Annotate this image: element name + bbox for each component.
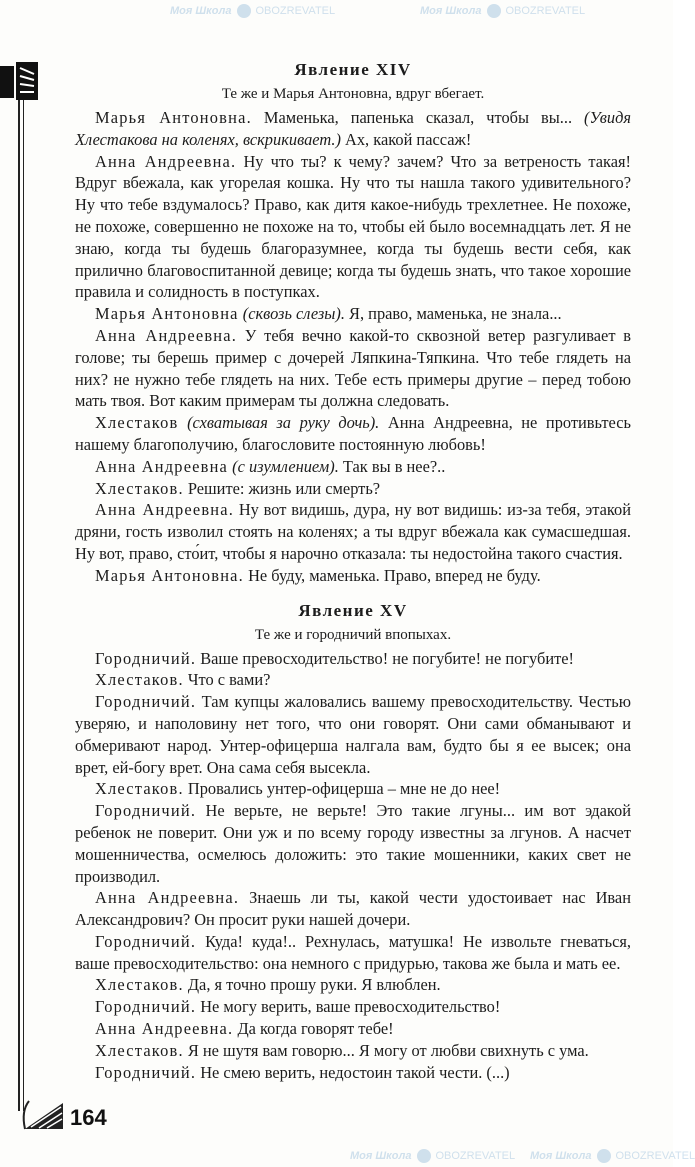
dialogue-paragraph [75,478,631,500]
speech-text: Ваше превосходительство! не погубите! не погубите! [196,648,575,668]
speaker-name: Хлестаков. [95,478,184,498]
speaker-name: Хлестаков. [95,1040,184,1060]
margin-rule-outer [18,88,20,1111]
speech-text: Ну вот видишь, дура, ну вот видишь: из-за тебя, этакой дряни, гость изволил стоять на коленях; а ты вдруг вбежала как сумасшедшая. Ну вот, право, сто́ит, чтобы я нарочно отказала: ты недостойна такого счастия. [75,500,631,563]
speaker-name: Хлестаков. [95,670,184,690]
scene-xiv [75,60,631,587]
watermark: Моя Школа OBOZREVATEL [420,4,586,17]
speech-text: Ну что ты? к чему? зачем? Что за ветреность такая! Вдруг вбежала, как угорелая кошка. Ну что ты нашла такого удивительного? Ну что тебе вздумалось? Право, как дитя какое-нибудь трехлетнее. Не похоже, не похоже, совершенно не похоже на то, чтобы ей было восемнадцать лет. Я не знаю, когда ты будешь благоразумнее, когда ты будешь вести себя, как прилично благовоспитанной девице; когда ты будешь знать, что такое хорошие правила и солидность в поступках. [75,151,631,302]
dialogue-paragraph [75,303,631,325]
dialogue-paragraph [75,499,631,564]
scene-subtitle: Те же и городничий впопыхах. [254,626,452,643]
speaker-name: Анна Андреевна. [95,151,237,171]
dialogue-paragraph [75,1018,631,1040]
stage-direction: (с изумлением). [228,456,339,476]
dialogue-paragraph [75,325,631,412]
dialogue-paragraph [75,107,631,151]
scene-xv [75,601,631,1084]
watermark: Моя Школа OBOZREVATEL [530,1150,695,1163]
speaker-name: Марья Антоновна. [95,108,252,127]
speaker-name: Хлестаков. [95,779,184,799]
dialogue-paragraph [75,151,631,304]
watermark: Моя Школа OBOZREVATEL [170,4,336,17]
speech-text: Провались унтер-офицерша – мне не до нее! [183,779,501,799]
speaker-name: Хлестаков [95,413,179,433]
speaker-name: Анна Андреевна [95,456,229,476]
speech-text: Не смею верить, недостоин такой чести. (...) [196,1062,510,1082]
dialogue-paragraph [75,931,631,975]
speaker-name: Городничий. [95,997,197,1017]
speech-text: Ах, какой пассаж! [340,129,472,149]
speaker-name: Анна Андреевна. [95,1019,234,1039]
speaker-name: Городничий. [95,931,197,951]
speech-text: Да, я точно прошу руки. Я влюблен. [183,975,441,995]
page-footer [70,1101,631,1131]
speaker-name: Городничий. [95,648,197,668]
speech-text: Так вы в нее?.. [338,456,446,476]
speech-text: Куда! куда!.. Рехнулась, матушка! Не извольте гневаться, ваше превосходительство: она немного с придурью, такова же была и мать ее. [75,931,631,973]
dialogue-paragraph [75,1040,631,1062]
speech-text: У тебя вечно какой-то сквозной ветер разгуливает в голове; ты берешь пример с дочерей Ляпкина-Тяпкина. Что тебе глядеть на них? не нужно тебе глядеть на них. Тебе есть примеры другие – перед тобою мать твоя. Вот каким примерам ты должна следовать. [75,325,631,411]
speech-text: Не верьте, не верьте! Это такие лгуны... им вот эдакой ребенок не поверит. Они уж и по всему городу известны за лгунов. А насчет мошенничества, осмелюсь доложить: это такие мошенники, каких свет не производил. [75,801,631,886]
page-number: 164 [70,1105,107,1131]
speech-text: Решите: жизнь или смерть? [183,478,381,498]
dialogue-paragraph [75,974,631,996]
speech-text: Что с вами? [183,670,271,690]
speech-text: Да когда говорят тебе! [233,1019,394,1039]
speaker-name: Хлестаков. [95,975,184,995]
speech-text: Я не шутя вам говорю... Я могу от любви свихнуть с ума. [183,1040,589,1060]
speech-text: Я, право, маменька, не знала... [344,304,562,324]
dialogue-paragraph [75,800,631,887]
ornament-top-icon [0,62,40,100]
speech-text: Маменька, папенька сказал, чтобы вы... [251,108,585,127]
margin-rule-inner [23,88,24,1111]
stage-direction: (сквозь слезы). [238,304,345,324]
speaker-name: Городничий. [95,692,197,712]
speaker-name: Анна Андреевна. [95,500,235,520]
dialogue-paragraph [75,1062,631,1084]
ornament-bottom-icon [23,1101,65,1131]
dialogue-paragraph [75,565,631,587]
speech-text: Не буду, маменька. Право, вперед не буду. [243,565,541,585]
speaker-name: Анна Андреевна. [95,888,240,908]
stage-direction: (схватывая за руку дочь). [178,413,380,433]
speaker-name: Марья Антоновна. [95,565,244,585]
page-content [70,0,631,1167]
stage-direction: (Увидя Хлестакова на коленях, вскрикивает.) [75,108,631,149]
speaker-name: Марья Антоновна [95,304,239,324]
speech-text: Анна Андреевна, не противьтесь нашему благополучию, благословите постоянную любовь! [75,413,631,454]
dialogue-paragraph [75,669,631,691]
dialogue-paragraph [75,887,631,931]
speech-text: Не могу верить, ваше превосходительство! [196,997,501,1017]
dialogue-paragraph [75,996,631,1018]
speech-text: Там купцы жаловались вашему превосходительству. Честью уверяю, и наполовину нет того, что они говорят. Они сами обманывают и обмеривают народ. Унтер-офицерша налгала вам, будто бы я ее высек; она врет, ей-богу врет. Она сама себя высекла. [75,692,631,777]
speaker-name: Городничий. [95,801,197,821]
dialogue-paragraph [75,691,631,778]
dialogue-paragraph [75,456,631,478]
dialogue-paragraph [75,648,631,670]
watermark: Моя Школа OBOZREVATEL [350,1150,516,1163]
dialogue-paragraph [75,412,631,456]
speech-text: Знаешь ли ты, какой чести удостоивает нас Иван Александрович? Он просит руки нашей дочери. [75,888,631,930]
dialogue-paragraph [75,778,631,800]
speaker-name: Анна Андреевна. [95,325,238,345]
scene-subtitle: Те же и Марья Антоновна, вдруг вбегает. [221,86,485,102]
scene-heading: Явление XV [298,600,408,620]
speaker-name: Городничий. [95,1062,197,1082]
scene-heading: Явление XIV [294,60,412,79]
